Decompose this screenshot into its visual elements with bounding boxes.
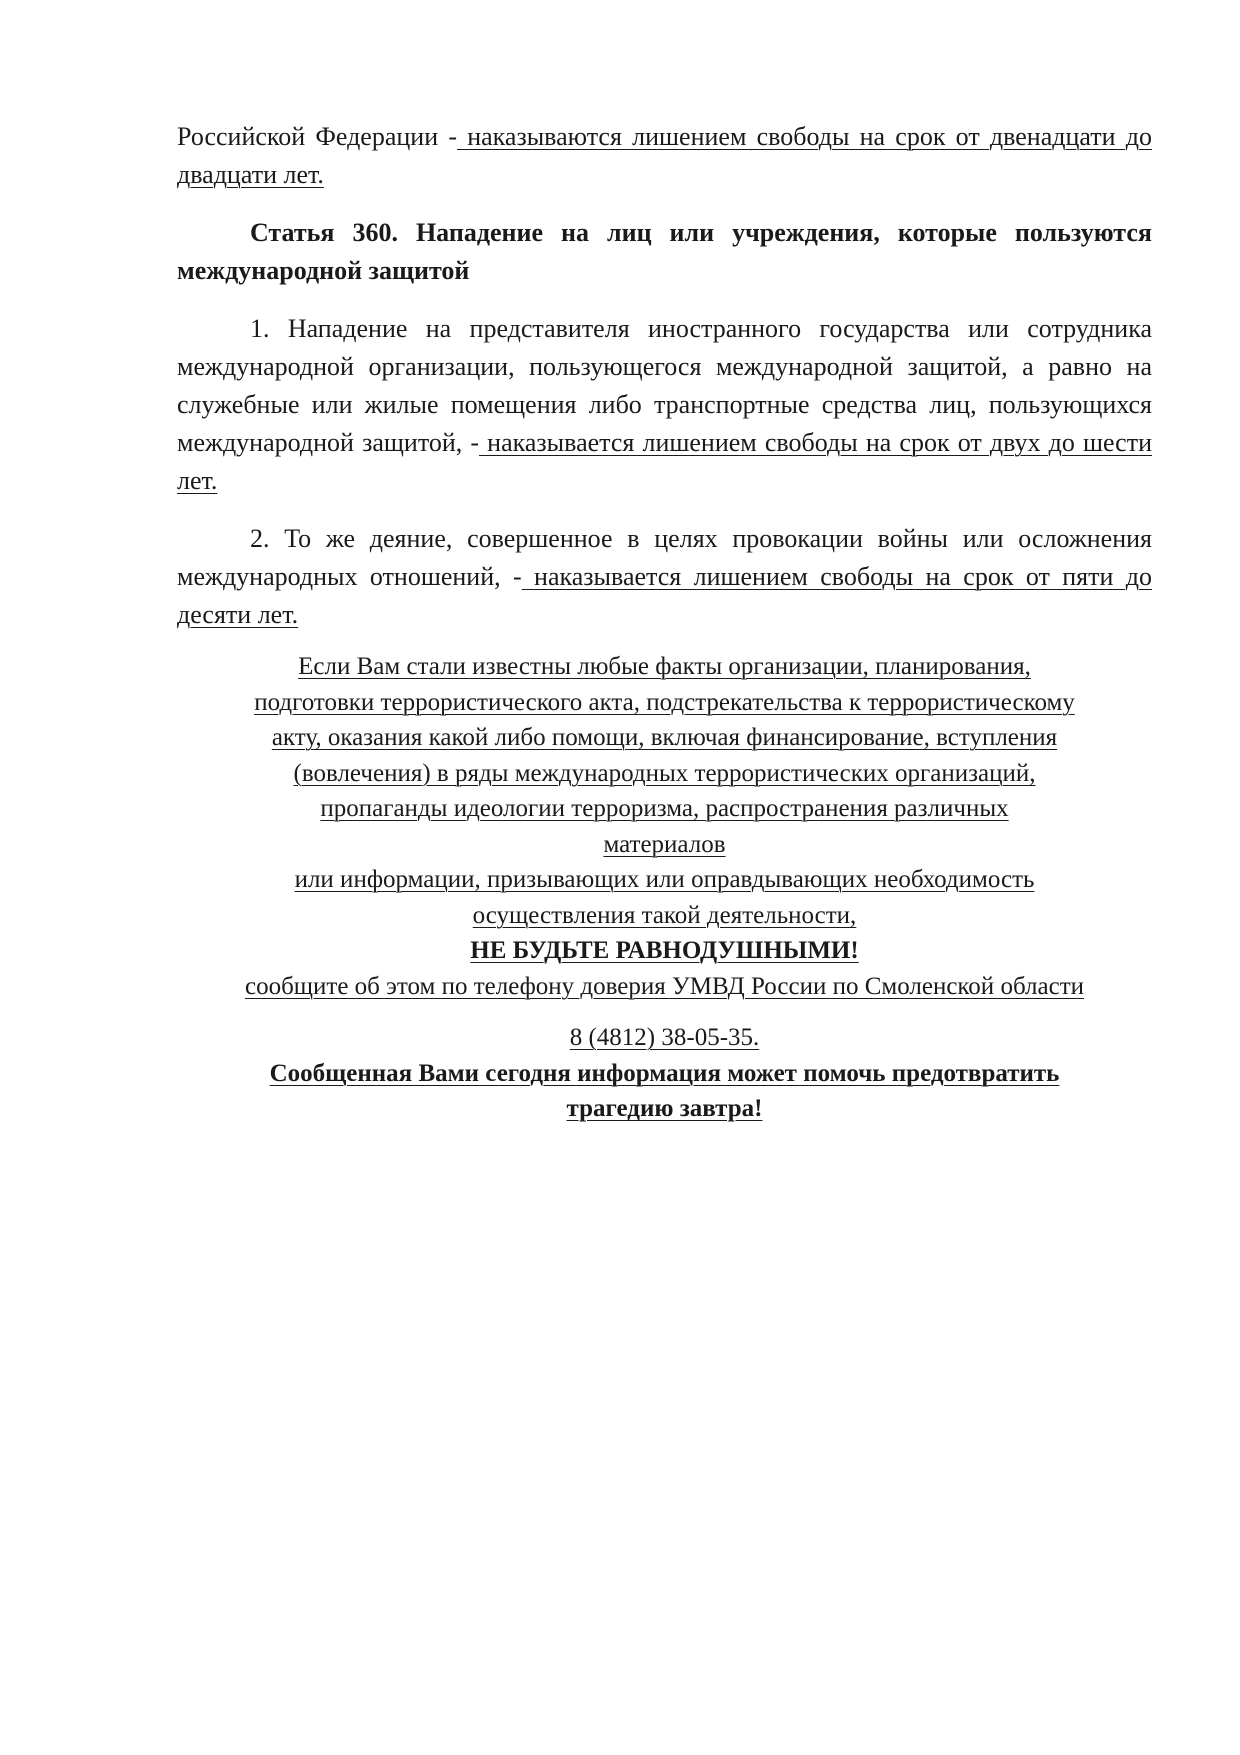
notice-line: пропаганды идеологии терроризма, распространения различных: [320, 795, 1009, 822]
prev-article-tail: [177, 118, 1152, 194]
notice-line: акту, оказания какой либо помощи, включая финансирование, вступления: [271, 724, 1058, 751]
report-line: сообщите об этом по телефону доверия УМВД России по Смоленской области: [244, 972, 1085, 1000]
part-2-penalty: наказывается лишением свободы на срок от пяти до десяти лет.: [177, 562, 1152, 629]
part-1-plain: 1. Нападение на представителя иностранного государства или сотрудника международной организации, пользующегося международной защитой, а равно на служебные или жилые помещения либо транспортные средства лиц, пользующихся международной защитой, -: [177, 314, 1152, 457]
part-1-penalty: наказывается лишением свободы на срок от двух до шести лет.: [177, 428, 1152, 495]
article-360-part-1: [177, 310, 1152, 500]
article-360-heading: Статья 360. Нападение на лиц или учреждения, которые пользуются международной защитой: [177, 218, 1152, 285]
notice-line: осуществления такой деятельности,: [472, 901, 857, 929]
notice-line: Если Вам стали известны любые факты организации, планирования,: [298, 653, 1031, 680]
notice-line: (вовлечения) в ряды международных террористических организаций,: [293, 759, 1036, 787]
prev-article-penalty: наказываются лишением свободы на срок от двенадцати до двадцати лет.: [177, 122, 1152, 189]
call-to-action: НЕ БУДЬТЕ РАВНОДУШНЫМИ!: [470, 937, 859, 964]
closing-line-1: Сообщенная Вами сегодня информация может помочь предотвратить: [269, 1059, 1060, 1087]
closing-line-2: трагедию завтра!: [566, 1095, 763, 1122]
hotline-phone: 8 (4812) 38-05-35.: [569, 1024, 760, 1051]
notice-block: [177, 649, 1152, 1127]
prev-article-plain: Российской Федерации -: [177, 122, 457, 151]
notice-line: материалов: [603, 830, 726, 858]
notice-line: подготовки террористического акта, подстрекательства к террористическому: [254, 688, 1075, 716]
part-2-plain: 2. То же деяние, совершенное в целях провокации войны или осложнения международных отношений, -: [177, 524, 1152, 591]
article-360-part-2: [177, 520, 1152, 634]
document-page: [177, 118, 1152, 1127]
notice-line: или информации, призывающих или оправдывающих необходимость: [294, 866, 1035, 893]
